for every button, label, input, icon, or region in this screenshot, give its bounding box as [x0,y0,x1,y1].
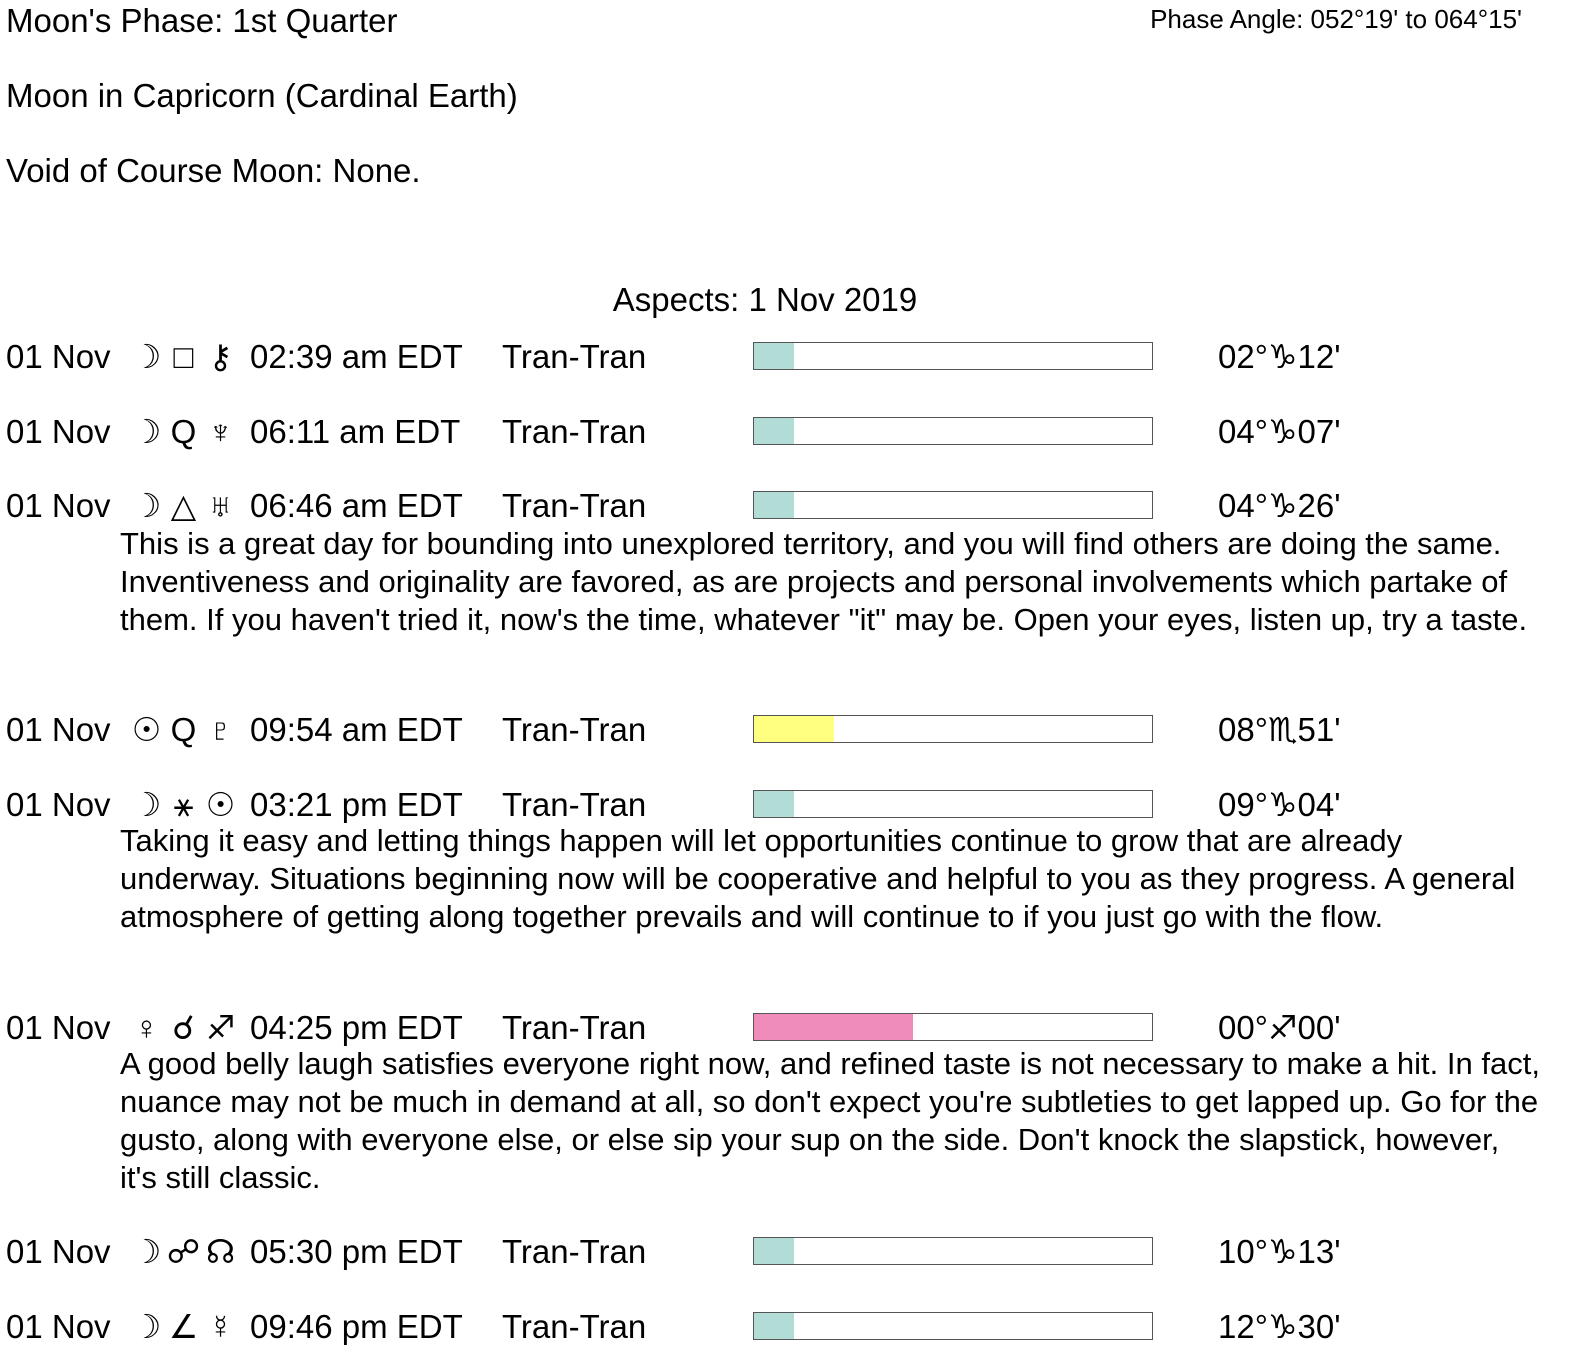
aspect-position: 00°♐00' [1218,1009,1341,1046]
aspect-glyphs [128,412,240,452]
strength-bar [753,790,1153,818]
strength-bar-fill [754,1313,794,1339]
moon-icon: ☽ [131,338,162,375]
trine-aspect-icon: △ [170,487,197,524]
aspect-position: 12°♑30' [1218,1308,1341,1345]
north-node-icon: ☊ [205,1233,236,1270]
aspect-date: 01 Nov [6,1308,111,1345]
aspect-row [0,710,1584,750]
aspect-description: This is a great day for bounding into unexplored territory, and you will find others are doing the same. Inventiveness and originality are favored, as are projects and personal involvements which partake of them. If you haven't tried it, now's the time, whatever "it" may be. Open your eyes, listen up, try a taste. [120,526,1528,637]
strength-bar [753,715,1153,743]
moon-icon: ☽ [131,487,162,524]
quintile-aspect-icon: Q [170,413,197,450]
aspect-row [0,412,1584,452]
strength-bar-fill [754,418,794,444]
strength-bar-fill [754,716,834,742]
venus-icon: ♀ [134,1009,159,1046]
aspect-type: Tran-Tran [502,338,647,375]
aspect-glyphs [128,710,240,750]
aspect-type: Tran-Tran [502,1308,647,1345]
aspect-type: Tran-Tran [502,487,647,524]
aspect-date: 01 Nov [6,338,111,375]
sun-icon: ☉ [131,711,162,748]
aspect-type: Tran-Tran [502,1233,647,1270]
aspect-time: 02:39 am EDT [250,338,463,375]
aspect-date: 01 Nov [6,711,111,748]
aspect-glyphs [128,337,240,377]
aspect-glyphs [128,1232,240,1272]
aspect-glyphs [128,486,240,526]
strength-bar [753,491,1153,519]
aspect-glyphs [128,785,240,825]
aspect-glyphs [128,1008,240,1048]
moon-icon: ☽ [131,1308,162,1345]
strength-bar-fill [754,791,794,817]
aspect-time: 09:46 pm EDT [250,1308,463,1345]
strength-bar-fill [754,1238,794,1264]
aspect-type: Tran-Tran [502,711,647,748]
aspect-position: 08°♏51' [1218,711,1341,748]
strength-bar [753,1013,1153,1041]
aspect-time: 06:46 am EDT [250,487,463,524]
aspect-row [0,1232,1584,1272]
aspect-position: 02°♑12' [1218,338,1341,375]
aspect-time: 06:11 am EDT [250,413,461,450]
pluto-icon: ♇ [208,711,233,748]
aspect-date: 01 Nov [6,1009,111,1046]
aspect-date: 01 Nov [6,1233,111,1270]
aspect-row [0,337,1584,377]
aspect-row [0,1307,1584,1347]
aspect-position: 04°♑26' [1218,487,1341,524]
aspect-time: 03:21 pm EDT [250,786,463,823]
moon-sign-label: Moon in Capricorn (Cardinal Earth) [6,77,518,114]
aspect-glyphs [128,1307,240,1347]
sextile-aspect-icon: ⚹ [173,786,194,823]
aspect-time: 05:30 pm EDT [250,1233,463,1270]
aspects-title: Aspects: 1 Nov 2019 [612,281,918,318]
aspect-date: 01 Nov [6,786,111,823]
strength-bar-fill [754,1014,913,1040]
aspect-position: 09°♑04' [1218,786,1341,823]
quintile-aspect-icon: Q [170,711,197,748]
aspect-position: 10°♑13' [1218,1233,1341,1270]
strength-bar [753,417,1153,445]
square-aspect-icon: □ [173,338,194,375]
aspect-date: 01 Nov [6,413,111,450]
neptune-icon: ♆ [208,413,233,450]
opposition-aspect-icon: ☍ [166,1233,201,1270]
aspect-description: Taking it easy and letting things happen will let opportunities continue to grow that are already underway. Situations beginning now will be cooperative and helpful to you as they progress. A general atmosphere of getting along together prevails and will continue to if you just go with the flow. [120,823,1516,934]
strength-bar-fill [754,492,794,518]
uranus-icon: ♅ [208,487,233,524]
moon-icon: ☽ [131,1233,162,1270]
strength-bar-fill [754,343,794,369]
chiron-icon: ⚷ [208,338,233,375]
aspect-description: A good belly laugh satisfies everyone right now, and refined taste is not necessary to make a hit. In fact, nuance may not be much in demand at all, so don't expect you're subtleties to get lapped up. Go for the gusto, along with everyone else, or else sip your sup on the side. Don't knock the slapstick, however, it's still classic. [120,1046,1540,1195]
strength-bar [753,342,1153,370]
moon-icon: ☽ [131,786,162,823]
moon-phase-label: Moon's Phase: 1st Quarter [6,2,398,39]
semisquare-aspect-icon: ∠ [168,1308,199,1345]
aspect-time: 04:25 pm EDT [250,1009,463,1046]
aspect-date: 01 Nov [6,487,111,524]
void-of-course-label: Void of Course Moon: None. [6,152,421,189]
aspect-time: 09:54 am EDT [250,711,463,748]
aspect-row [0,1008,1584,1048]
phase-angle-label: Phase Angle: 052°19' to 064°15' [1150,4,1522,34]
sun-icon: ☉ [205,786,236,823]
aspect-type: Tran-Tran [502,1009,647,1046]
aspect-position: 04°♑07' [1218,413,1341,450]
aspect-type: Tran-Tran [502,413,647,450]
strength-bar [753,1237,1153,1265]
moon-icon: ☽ [131,413,162,450]
conjunction-aspect-icon: ☌ [172,1009,195,1046]
aspect-row [0,785,1584,825]
sagittarius-icon: ♐ [205,1009,236,1046]
strength-bar [753,1312,1153,1340]
aspect-type: Tran-Tran [502,786,647,823]
aspect-row [0,486,1584,526]
mercury-icon: ☿ [208,1308,233,1345]
